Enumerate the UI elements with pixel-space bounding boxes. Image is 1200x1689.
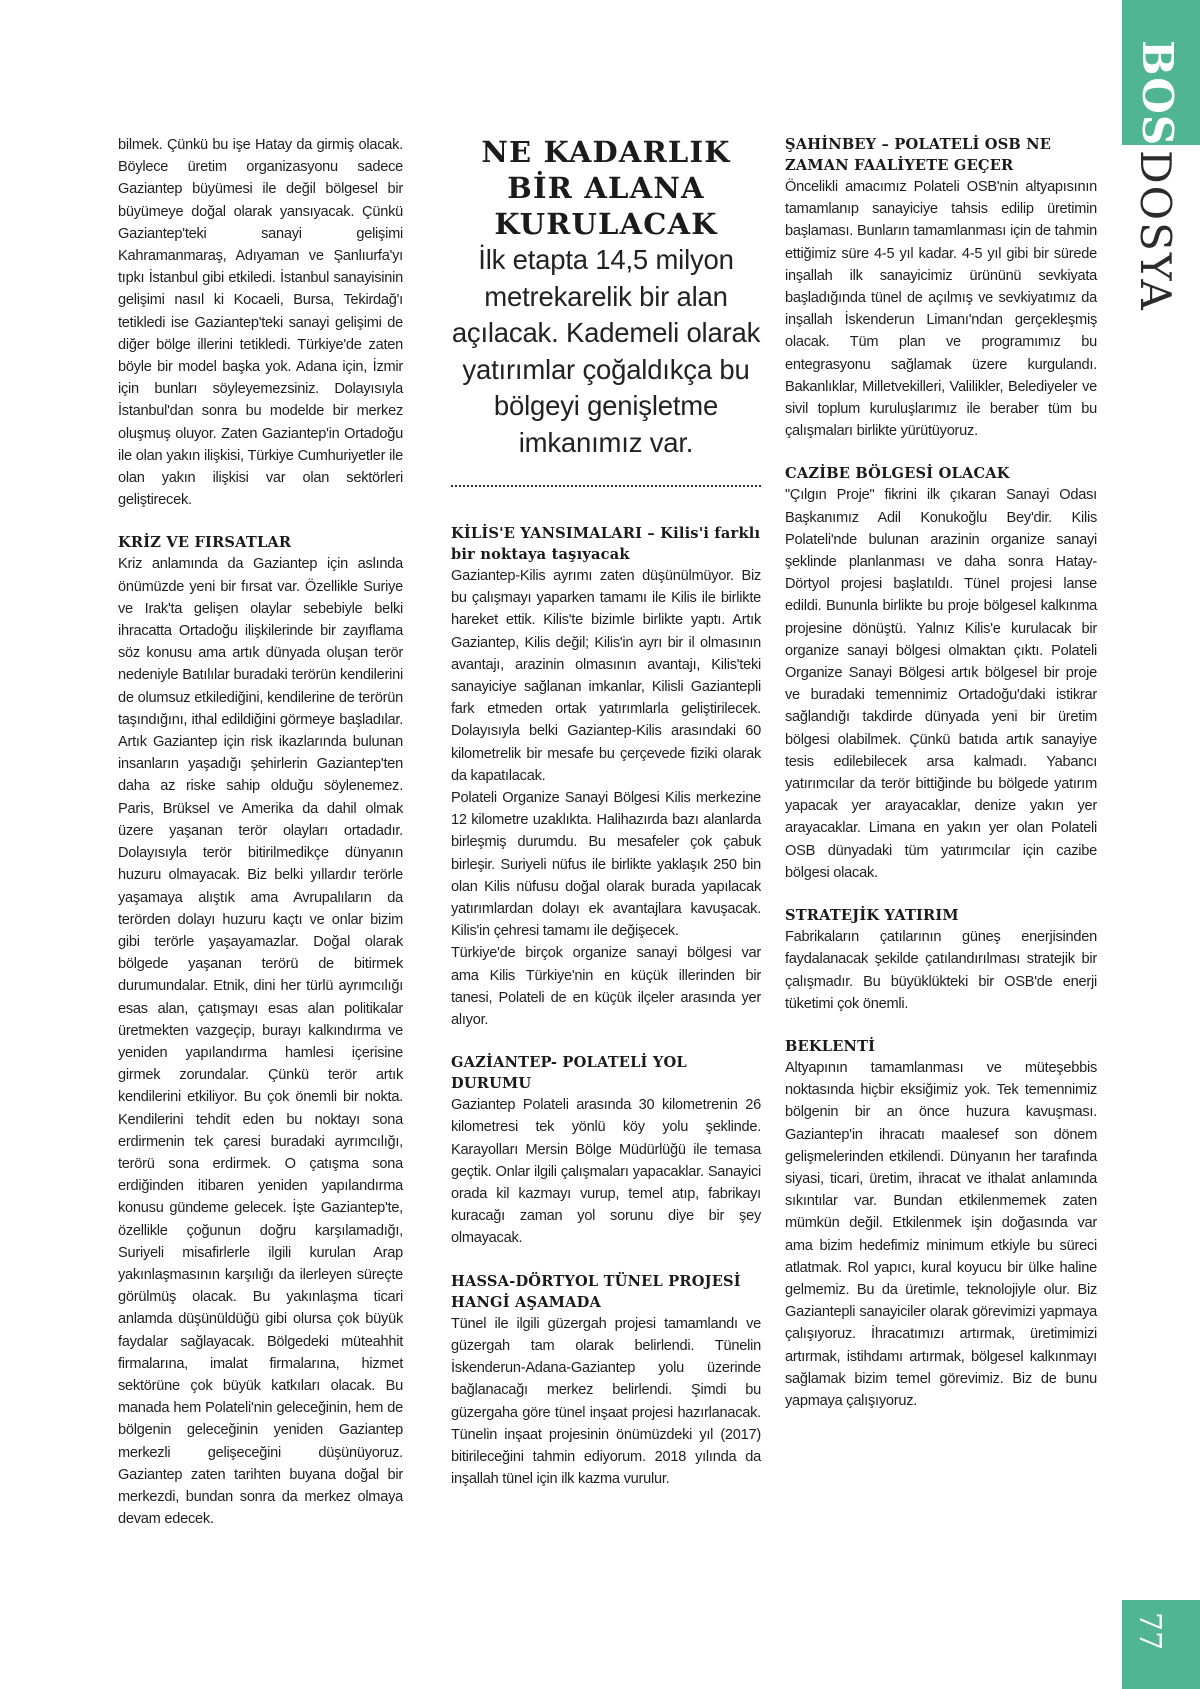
body-paragraph: "Çılgın Proje" fikrini ilk çıkaran Sanayi Odası Başkanımız Adil Konukoğlu Bey'dir. Kilis Polateli'nde bulunan arazinin organize sanayi şeklinde planlanması ve daha sonra Hatay-Dörtyol projesi başlatıldı. Tünel projesi lanse edildi. Bununla birlikte bu proje bölgesel kalkınma projesine dönüştü. Yalnız Kilis'e kurulacak bir organize sanayi bölgesi olmaktan çıktı. Polateli Organize Sanayi Bölgesi artık bölgesel bir proje ve buradaki temennimiz Ortadoğu'daki istikrar sağlandığı takdirde dünyada yeni bir üretim bölgesi olabilmek. Çünkü batıda artık sanayiye tesis edilebilecek arsa kalmadı. Yabancı yatırımcılar da terör bittiğinde bu bölgede yatırım yapacak yer arayacaklar, denize yakın yer arayacaklar. Limana en yakın yer olan Polateli OSB dünyadaki tüm yatırımcılar için cazibe bölgesi olacak. [785, 487, 1097, 881]
column-3 [785, 134, 1097, 1412]
section-heading-sahinbey: ŞAHİNBEY – POLATELİ OSB NE ZAMAN FAALİYETE GEÇER [785, 136, 1052, 174]
section-heading-cazibe: CAZİBE BÖLGESİ OLACAK [785, 465, 1010, 483]
column-2 [451, 134, 761, 1490]
section-sidebar [1122, 0, 1200, 1689]
section-heading-kriz: KRİZ VE FIRSATLAR [118, 534, 292, 552]
section-heading-strateji: STRATEJİK YATIRIM [785, 907, 959, 925]
body-paragraph: Öncelikli amacımız Polateli OSB'nin altyapısının tamamlanıp sanayiciye tahsis edilip üretimin başlaması. Bunların tamamlanması için de tahmin ettiğimiz süre 4-5 yıl kadar. 4-5 yıl gibi bir sürede inşallah ilk sanayicimiz ürününü sevkiyata başladığında tünel de açılmış ve sevkiyatımız da inşallah İskenderun Limanı'ndan gerçekleşmiş olacak. Tüm plan ve programımız bu entegrasyonu sağlamak üzere kurgulandı. Bakanlıklar, Milletvekilleri, Valilikler, Belediyeler ve sivil toplum kuruluşlarımız ile beraber tüm bu çalışmaları birlikte yürütüyoruz. [785, 179, 1097, 440]
body-paragraph: Tünel ile ilgili güzergah projesi tamamlandı ve güzergah tam olarak belirlendi. Tünelin İskenderun-Adana-Gaziantep yolu üzerinde bağlanacağı merkez belirlendi. Şimdi bu güzergaha göre tünel inşaat projesi hazırlanacak. Tünelin inşaat projesinin önümüzdeki yıl (2017) bitirileceğini tahmin ediyorum. 2018 yılında da inşallah tünel için ilk kazma vurulur. [451, 1315, 761, 1488]
body-paragraph: Gaziantep-Kilis ayrımı zaten düşünülmüyor. Biz bu çalışmayı yaparken tamamı ile Kilis ile birlikte hareket ettik. Kilis'te bizimle birlikte yaptı. Artık Gaziantep, Kilis değil; Kilis'in ayrı bir il olmasının avantajı, arazinin olmasının avantajı, Kilis'teki sanayiciye sağlanan imkanlar, Kilisli Gaziantepli fark etmeden ortak yatırımlarla geliştirilecek. Dolayısıyla belki Gaziantep-Kilis arasındaki 60 kilometrelik bir mesafe bu çerçevede fiziki olarak da kapatılacak. [451, 568, 761, 784]
body-paragraph: Altyapının tamamlanması ve müteşebbis noktasında hiçbir eksiğimiz yok. Tek temennimiz bölgenin bir an önce huzura kavuşması. Gaziantep'in ihracatı maalesef son dönem gelişmelerinden etkilendi. Dünyanın her tarafında siyasi, ticari, üretim, ihracat ve ithalat anlamında sıkıntılar var. Bundan etkilenmemek zaten mümkün değil. Etkilenmek işin doğasında var ama bizim hedefimiz minimum etkiyle bu süreci atlatmak. Rol yapıcı, kural koyucu bir ülke haline gelmemiz. Bu da üretimle, teknolojiyle olur. Biz Gaziantepli sanayiciler olarak görevimizi yapmaya çalışıyoruz. İhracatımızı artırmak, üretimimizi artırmak, istihdamı artırmak, bölgesel kalkınmayı sağlamak bizim temel görevimiz. Biz de bunu yapmaya çalışıyoruz. [785, 1059, 1097, 1409]
pull-quote-text: İlk etapta 14,5 milyon metrekarelik bir alan açılacak. Kademeli olarak yatırımlar çoğaldıkça bu bölgeyi genişletme imkanımız var. [451, 244, 761, 458]
page-number: 77 [1132, 1612, 1167, 1651]
body-paragraph: bilmek. Çünkü bu işe Hatay da girmiş olacak. Böylece üretim organizasyonu sadece Gaziantep büyümesi ile değil bölgesel bir büyümeye doğal olarak yansıyacak. Çünkü Gaziantep'teki sanayi gelişimi Kahramanmaraş, Adıyaman ve Şanlıurfa'yı tıpkı İstanbul gibi etkiledi. İstanbul sanayisinin gelişimi nasıl ki Kocaeli, Bursa, Tekirdağ'ı tetikledi ise Gaziantep'teki sanayi gelişimi de diğer bölge illerini tetikledi. Türkiye'de zaten böyle bir model başka yok. Adana için, İzmir için bunları söyleyemezsiniz. Dolayısıyla İstanbul'dan sonra bu modelde bir merkez oluşmuş oluyor. Zaten Gaziantep'in Ortadoğu ile olan yakın ilişkisi, Türkiye Cumhuriyetler ile olan yakın ilişkisi var olan sektörleri geliştirecek. [118, 137, 403, 509]
pull-quote-title: NE KADARLIK BİR ALANA KURULACAK [481, 135, 731, 241]
body-paragraph: Polateli Organize Sanayi Bölgesi Kilis merkezine 12 kilometre uzaklıkta. Halihazırda bazı alanlarda birleşmiş durumdu. Bu mesafeler çok çabuk birleşir. Suriyeli nüfus ile birlikte yaklaşık 250 bin olan Kilis nüfusu doğal olarak burada yapılacak yatırımlardan dolayı ek avantajlara kavuşacak. Kilis'in çehresi tamamı ile değişecek. [451, 790, 761, 940]
section-heading-tunel: HASSA-DÖRTYOL TÜNEL PROJESİ HANGİ AŞAMADA [451, 1272, 741, 1311]
dotted-divider [451, 485, 761, 487]
body-paragraph: Kriz anlamında da Gaziantep için aslında önümüzde yeni bir fırsat var. Özellikle Suriye ve Irak'ta gelişen olaylar sebebiyle belki ihracatta Ortadoğu ilişkilerinde bir zayıflama söz konusu ama artık dünyada oluşan terör nedeniyle Batılılar buradaki terörün kendilerini de olumsuz etkilediğini, kendilerine de terörün taşındığını, ithal edildiğini görmeye başladılar. Artık Gaziantep için risk ikazlarında bulunan insanların yaşadığı şehirlerin Gaziantep'ten daha az riske sahip olduğu söylenemez. Paris, Brüksel ve Amerika da dahil olmak üzere yaşanan terör olayları ortadadır. Dolayısıyla terör bitirilmedikçe dünyanın huzuru olmayacak. Biz belki yıllardır terörle yaşamaya alıştık ama Avrupalıların da terörden dolayı huzuru kaçtı ve onlar bizim gibi terörle yaşayamazlar. Doğal olarak bölgede yaşanan terörü de bitirmek durumundalar. Etnik, dini her türlü ayrımcılığı esas alan, çatışmayı esas alan politikalar üretmekten vazgeçip, burayı kalkındırma ve yeniden yapılandırma hamlesi içerisine girmek zorundalar. Çünkü terör artık kendilerini etkiliyor. Bu çok önemli bir nokta. Kendilerini tehdit eden bu noktayı sona erdirmenin tek çaresi buradaki ayrımcılığı, terörü sona erdirmek. O çatışma sona erdiğinden itibaren yeniden yapılandırma konusu gündeme gelecek. İşte Gaziantep'te, özellikle çoğunun doğru karşılamadığı, Suriyeli misafirlerle ilgili kurulan Arap yakınlaşmasının karşılığı da ilerleyen süreçte görülmüş olacak. Bu yakınlaşma ticari anlamda düşünüldüğü gibi olursa çok büyük faydalar sağlayacak. Bölgedeki müteahhit firmalarına, imalat firmalarına, hizmet sektörüne çok büyük katkıları olacak. Bu manada hem Polateli'nin geleceğinin, hem de bölgenin geleceğinin yeniden Gaziantep merkezli gelişeceğini düşünüyoruz. Gaziantep zaten tarihten buyana doğal bir merkezdi, bundan sonra da merkez olmaya devam edecek. [118, 556, 403, 1528]
section-label: DOSYA [1131, 150, 1180, 312]
section-heading-kilis: KİLİS'E YANSIMALARI – Kilis'i farklı bir noktaya taşıyacak [451, 525, 761, 563]
pull-quote [451, 134, 761, 487]
body-paragraph: Fabrikaların çatılarının güneş enerjisinden faydalanacak şekilde çatılandırılması stratejik bir çalışmadır. Bu büyüklükteki bir OSB'de enerji tüketimi çok önemli. [785, 929, 1097, 1012]
section-heading-beklenti: BEKLENTİ [785, 1037, 876, 1055]
body-paragraph: Türkiye'de birçok organize sanayi bölgesi var ama Kilis Türkiye'nin en küçük illerinden bir tanesi, Polateli de en küçük ilçeler arasında yer alıyor. [451, 945, 761, 1029]
brand-label: BOSS [1133, 40, 1182, 177]
column-1 [118, 134, 403, 1530]
body-paragraph: Gaziantep Polateli arasında 30 kilometrenin 26 kilometresi tek yönlü köy yolu şeklinde. Karayolları Mersin Bölge Müdürlüğü ile temasa geçtik. Onlar ilgili çalışmaları yapacaklar. Sanayici orada kil kazmayı vurup, temel atıp, fabrikayı kuracağı zaman yol sorunu diye bir şey olmayacak. [451, 1097, 761, 1247]
section-heading-yol: GAZİANTEP- POLATELİ YOL DURUMU [451, 1054, 687, 1093]
